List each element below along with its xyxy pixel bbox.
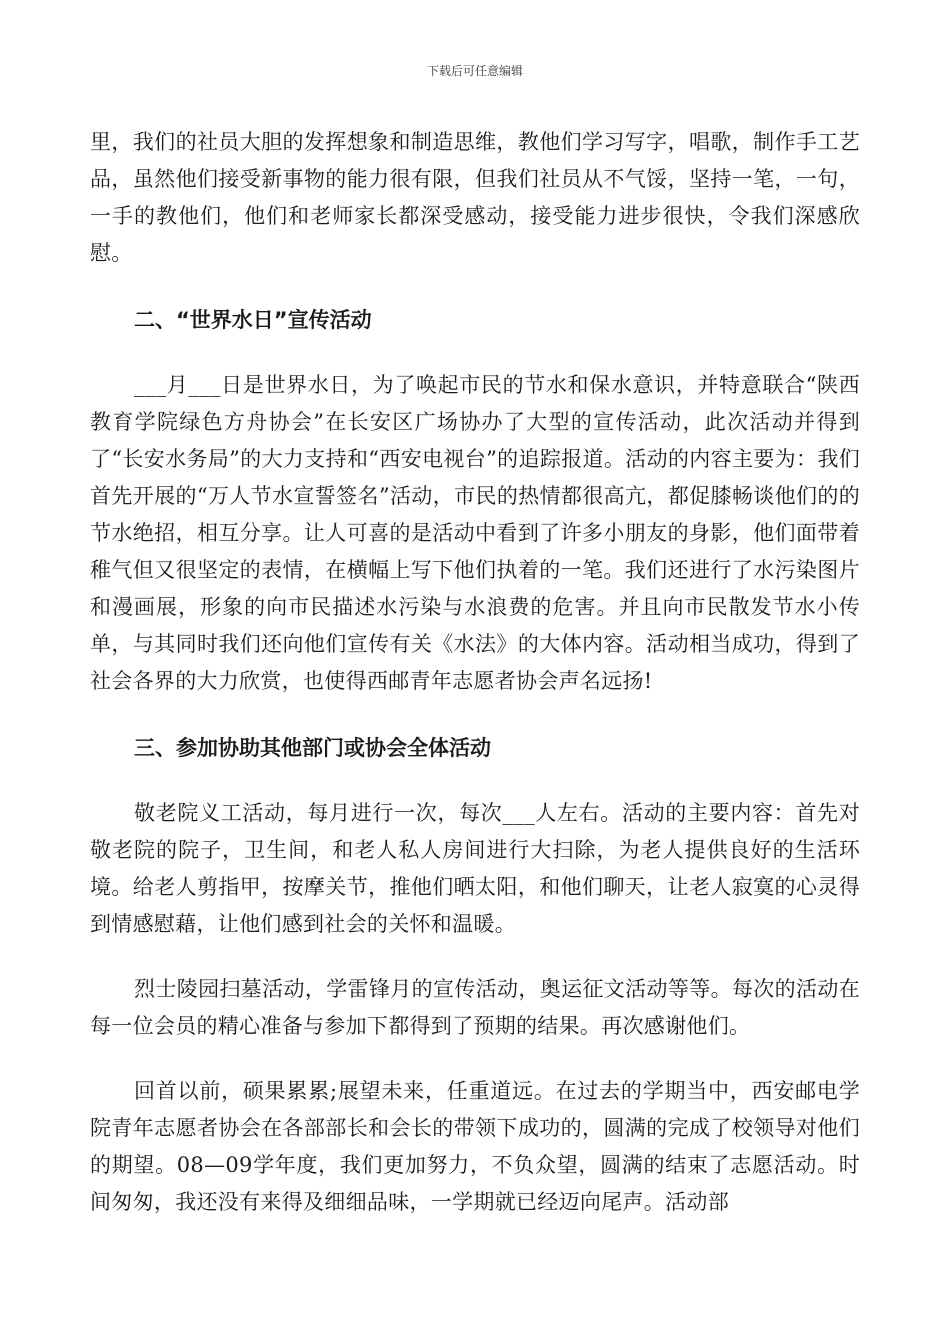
paragraph-continuation: 里，我们的社员大胆的发挥想象和制造思维，教他们学习写字，唱歌，制作手工艺品，虽然他们接受新事物的能力很有限，但我们社员从不气馁，坚持一笔，一句，一手的教他们，他们和老师家长都深受感动，接受能力进步很快，令我们深感欣慰。 — [90, 130, 860, 265]
paragraph-nursing-home: 敬老院义工活动，每月进行一次，每次___人左右。活动的主要内容：首先对敬老院的院子，卫生间，和老人私人房间进行大扫除，为老人提供良好的生活环境。给老人剪指甲，按摩关节，推他们晒太阳，和他们聊天，让老人寂寞的心灵得到情感慰藉，让他们感到社会的关怀和温暖。 — [90, 801, 860, 936]
section-heading-other-activities: 三、参加协助其他部门或协会全体活动 — [134, 736, 491, 760]
paragraph-martyrs-cemetery: 烈士陵园扫墓活动，学雷锋月的宣传活动，奥运征文活动等等。每次的活动在每一位会员的精心准备与参加下都得到了预期的结果。再次感谢他们。 — [90, 977, 860, 1038]
page-header: 下载后可任意编辑 — [426, 64, 523, 78]
paragraph-review: 回首以前，硕果累累;展望未来，任重道远。在过去的学期当中，西安邮电学院青年志愿者协会在各部部长和会长的带领下成功的，圆满的完成了校领导对他们的期望。08—09学年度，我们更加努力，不负众望，圆满的结束了志愿活动。时间匆匆，我还没有来得及细细品味，一学期就已经迈向尾声。活动部 — [90, 1079, 860, 1214]
paragraph-water-day: ___月___日是世界水日，为了唤起市民的节水和保水意识，并特意联合“陕西教育学院绿色方舟协会”在长安区广场协办了大型的宣传活动，此次活动并得到了“长安水务局”的大力支持和“西安电视台”的追踪报道。活动的内容主要为：我们首先开展的“万人节水宣誓签名”活动，市民的热情都很高亢，都促膝畅谈他们的的节水绝招，相互分享。让人可喜的是活动中看到了许多小朋友的身影，他们面带着稚气但又很坚定的表情，在横幅上写下他们执着的一笔。我们还进行了水污染图片和漫画展，形象的向市民描述水污染与水浪费的危害。并且向市民散发节水小传单，与其同时我们还向他们宣传有关《水法》的大体内容。活动相当成功，得到了社会各界的大力欣赏，也使得西邮青年志愿者协会声名远扬! — [90, 373, 860, 693]
section-heading-world-water-day: 二、“世界水日”宣传活动 — [134, 308, 372, 332]
document-body — [90, 124, 860, 1221]
